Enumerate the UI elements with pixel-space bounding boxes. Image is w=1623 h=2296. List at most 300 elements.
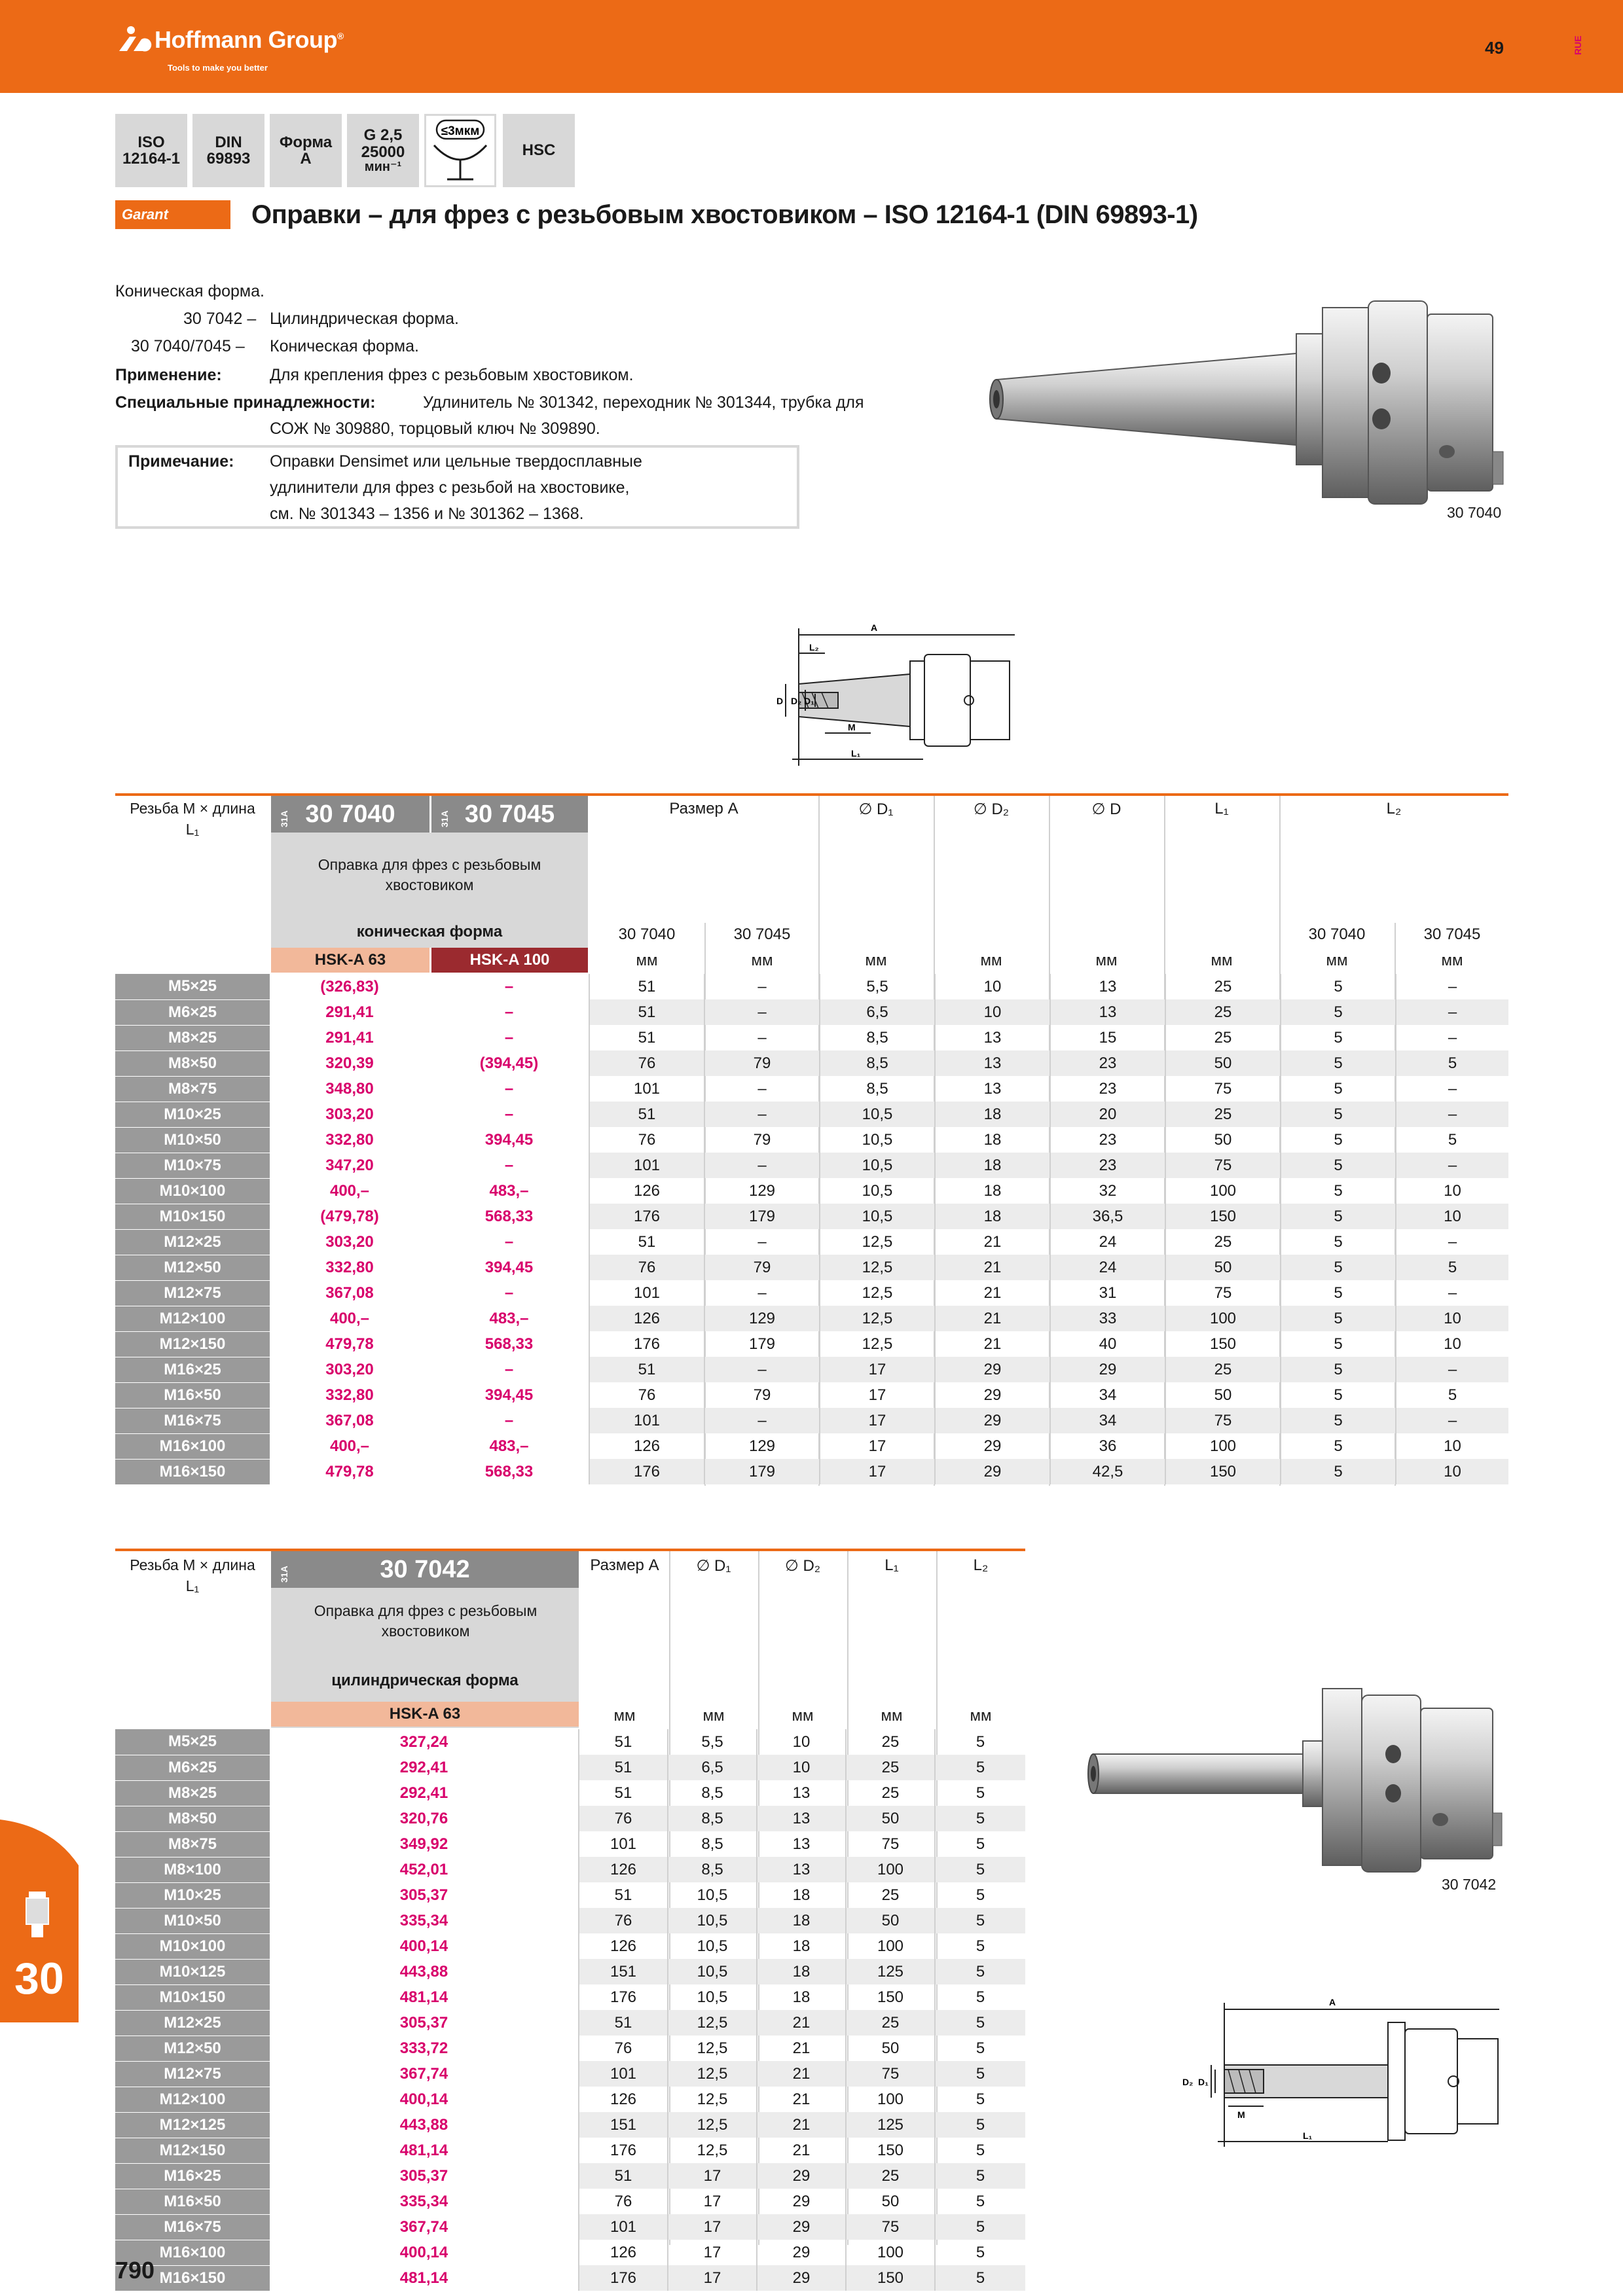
t2-col-l1: L₁: [884, 1556, 899, 1574]
dimension-value: 100: [846, 2240, 935, 2265]
note-line1: Оправки Densimet или цельные твердосплавные: [270, 452, 642, 471]
t1-row[interactable]: [115, 1076, 1508, 1102]
dimension-value: 76: [579, 1806, 668, 1831]
price: 443,88: [270, 1959, 579, 1984]
dimension-value: 8,5: [668, 1806, 757, 1831]
application-label: Применение:: [115, 366, 222, 384]
header-page-number: 49: [1485, 38, 1504, 58]
dimension-value: 5: [935, 2010, 1025, 2036]
price: –: [429, 1280, 589, 1306]
dimension-value: –: [704, 1357, 820, 1382]
dimension-value: 36: [1050, 1433, 1165, 1459]
dimension-value: 12,5: [668, 2010, 757, 2036]
dimension-value: 5: [935, 2138, 1025, 2163]
t1-row[interactable]: [115, 999, 1508, 1025]
dimension-value: 79: [704, 1050, 820, 1076]
dimension-value: 5: [1396, 1050, 1508, 1076]
thread-size: M16×100: [115, 2240, 270, 2265]
dimension-value: 17: [668, 2189, 757, 2214]
t1-unit-mm: мм: [980, 952, 1002, 969]
accessories-label: Специальные принадлежности:: [115, 393, 376, 412]
page-title: Оправки – для фрез с резьбовым хвостовиком – ISO 12164-1 (DIN 69893-1): [251, 200, 1198, 229]
dimension-value: 33: [1050, 1306, 1165, 1331]
dimension-value: 5: [1281, 1331, 1396, 1357]
thread-size: M10×125: [115, 1959, 270, 1984]
dimension-value: 17: [820, 1382, 935, 1408]
t1-row[interactable]: [115, 1331, 1508, 1357]
dimension-value: 17: [820, 1408, 935, 1433]
dimension-value: 17: [668, 2240, 757, 2265]
dimension-value: 76: [579, 1908, 668, 1933]
dimension-value: 5: [1281, 1255, 1396, 1280]
thread-size: M12×50: [115, 1255, 270, 1280]
dimension-value: –: [1396, 1229, 1508, 1255]
dimension-value: 129: [704, 1433, 820, 1459]
dimension-value: 8,5: [820, 1050, 935, 1076]
dimension-value: 75: [1165, 1408, 1281, 1433]
t1-sub-l2-307045: 30 7045: [1423, 925, 1481, 943]
dimension-value: 32: [1050, 1178, 1165, 1204]
badge-iso: ISO 12164-1: [115, 114, 187, 187]
dimension-value: 29: [757, 2240, 846, 2265]
dimension-value: 13: [757, 1831, 846, 1857]
thread-size: M8×25: [115, 1025, 270, 1050]
dimension-value: 129: [704, 1306, 820, 1331]
t1-sub-a-307045: 30 7045: [733, 925, 791, 943]
dimension-value: 51: [579, 1729, 668, 1755]
t2-row[interactable]: [115, 2138, 1025, 2163]
price: 481,14: [270, 2138, 579, 2163]
price: –: [429, 1025, 589, 1050]
badge-form: Форма A: [270, 114, 342, 187]
dimension-value: 12,5: [820, 1306, 935, 1331]
t1-row[interactable]: [115, 1102, 1508, 1127]
dimension-value: 12,5: [820, 1280, 935, 1306]
t2-row[interactable]: [115, 2112, 1025, 2138]
dimension-value: 5: [1281, 999, 1396, 1025]
dimension-value: 125: [846, 2112, 935, 2138]
t1-unit-mm: мм: [751, 952, 773, 969]
dimension-value: 10: [1396, 1459, 1508, 1484]
dimension-value: 21: [935, 1306, 1050, 1331]
price: 568,33: [429, 1331, 589, 1357]
t1-spec-hsk63: HSK-A 63: [271, 948, 429, 973]
t2-spec-hsk63: HSK-A 63: [271, 1702, 579, 1727]
price: –: [429, 974, 589, 999]
t2-unit-mm: мм: [702, 1707, 725, 1725]
price: –: [429, 999, 589, 1025]
dimension-value: 40: [1050, 1331, 1165, 1357]
t1-col-size-a: Размер A: [669, 800, 739, 817]
dimension-value: 5: [935, 2112, 1025, 2138]
price: 333,72: [270, 2036, 579, 2061]
thread-size: M16×50: [115, 1382, 270, 1408]
dimension-value: 13: [757, 1780, 846, 1806]
dimension-value: 176: [589, 1331, 704, 1357]
t2-row[interactable]: [115, 1908, 1025, 1933]
garant-label: Garant: [122, 206, 168, 223]
t2-row[interactable]: [115, 1984, 1025, 2010]
dimension-value: 10: [1396, 1204, 1508, 1229]
thread-size: M16×25: [115, 1357, 270, 1382]
thread-size: M12×125: [115, 2112, 270, 2138]
dimension-value: 25: [846, 1755, 935, 1780]
dimension-value: 75: [1165, 1280, 1281, 1306]
t1-row[interactable]: [115, 974, 1508, 999]
dimension-value: 76: [589, 1050, 704, 1076]
price: 348,80: [270, 1076, 429, 1102]
dimension-value: 10: [1396, 1331, 1508, 1357]
t1-row[interactable]: [115, 1229, 1508, 1255]
t2-row[interactable]: [115, 1857, 1025, 1882]
t2-row[interactable]: [115, 2189, 1025, 2214]
t1-row[interactable]: [115, 1382, 1508, 1408]
price: 367,08: [270, 1280, 429, 1306]
price: 367,74: [270, 2214, 579, 2240]
price: 335,34: [270, 1908, 579, 1933]
note-line3: см. № 301343 – 1356 и № 301362 – 1368.: [270, 505, 584, 523]
t2-article-307042[interactable]: 31A 30 7042: [271, 1551, 579, 1588]
t1-row[interactable]: [115, 1153, 1508, 1178]
dimension-value: –: [1396, 1025, 1508, 1050]
t1-unit-mm: мм: [865, 952, 887, 969]
price: 305,37: [270, 1882, 579, 1908]
dimension-value: 12,5: [668, 2061, 757, 2087]
t2-unit-mm: мм: [613, 1707, 636, 1725]
dimension-value: 76: [589, 1382, 704, 1408]
t1-col-d: ∅ D: [1091, 800, 1122, 818]
dimension-value: 25: [846, 1882, 935, 1908]
t2-row[interactable]: [115, 2036, 1025, 2061]
t2-row[interactable]: [115, 2163, 1025, 2189]
dimension-value: 50: [846, 1806, 935, 1831]
dimension-value: 50: [846, 2189, 935, 2214]
dimension-value: 6,5: [820, 999, 935, 1025]
t2-unit-mm: мм: [881, 1707, 903, 1725]
t2-row[interactable]: [115, 1882, 1025, 1908]
dimension-value: 176: [589, 1459, 704, 1484]
dimension-value: 25: [1165, 999, 1281, 1025]
dimension-value: 18: [935, 1153, 1050, 1178]
desc-line3-code: 30 7040/7045 –: [131, 337, 245, 355]
brand-name: Hoffmann Group: [155, 26, 337, 53]
dimension-value: 101: [589, 1076, 704, 1102]
svg-text:D₂: D₂: [1182, 2077, 1194, 2087]
dimension-value: 10: [1396, 1433, 1508, 1459]
svg-text:M: M: [1237, 2109, 1245, 2120]
dimension-value: 12,5: [820, 1229, 935, 1255]
thread-size: M16×75: [115, 1408, 270, 1433]
t2-row[interactable]: [115, 1933, 1025, 1959]
dimension-value: 51: [579, 1882, 668, 1908]
dimension-value: 17: [668, 2265, 757, 2291]
dimension-value: 8,5: [820, 1076, 935, 1102]
dimension-value: 5: [1281, 1306, 1396, 1331]
thread-size: M12×75: [115, 1280, 270, 1306]
price: 303,20: [270, 1357, 429, 1382]
dimension-value: 150: [846, 1984, 935, 2010]
thread-size: M8×50: [115, 1050, 270, 1076]
thread-size: M10×25: [115, 1102, 270, 1127]
dimension-value: 21: [935, 1229, 1050, 1255]
dimension-value: 5: [1281, 1408, 1396, 1433]
dimension-value: 18: [757, 1959, 846, 1984]
price: 303,20: [270, 1102, 429, 1127]
dimension-value: 126: [579, 2087, 668, 2112]
t1-col-l2: L₂: [1386, 800, 1402, 817]
dimension-value: 13: [1050, 974, 1165, 999]
t1-col-d1: ∅ D₁: [858, 800, 894, 818]
t1-row[interactable]: [115, 1255, 1508, 1280]
t1-row[interactable]: [115, 1178, 1508, 1204]
caption-307042: 30 7042: [1442, 1876, 1497, 1893]
dimension-value: 34: [1050, 1408, 1165, 1433]
dimension-value: 18: [757, 1984, 846, 2010]
dimension-value: 125: [846, 1959, 935, 1984]
t2-col-d1: ∅ D₁: [696, 1557, 731, 1575]
t1-unit-mm: мм: [636, 952, 658, 969]
t1-row[interactable]: [115, 1280, 1508, 1306]
dimension-value: 21: [757, 2087, 846, 2112]
t2-row[interactable]: [115, 2087, 1025, 2112]
dimension-value: 5: [1281, 1204, 1396, 1229]
thread-size: M8×75: [115, 1076, 270, 1102]
dimension-value: 76: [589, 1127, 704, 1153]
thread-size: M10×100: [115, 1178, 270, 1204]
badge-hsc: HSC: [503, 114, 575, 187]
t2-row[interactable]: [115, 2265, 1025, 2291]
price: 305,37: [270, 2163, 579, 2189]
dimension-value: 5: [1281, 1178, 1396, 1204]
dimension-value: –: [1396, 1076, 1508, 1102]
dimension-value: 51: [579, 2163, 668, 2189]
t2-col-thread: Резьба M × длина: [130, 1556, 255, 1573]
dimension-value: 8,5: [668, 1831, 757, 1857]
dimension-value: 79: [704, 1255, 820, 1280]
dimension-value: –: [704, 1280, 820, 1306]
dimension-value: 5: [1281, 1229, 1396, 1255]
note-line2: удлинители для фрез с резьбой на хвостовике,: [270, 478, 630, 497]
thread-size: M6×25: [115, 999, 270, 1025]
dimension-value: 10,5: [820, 1204, 935, 1229]
dimension-value: 150: [846, 2138, 935, 2163]
dimension-value: 15: [1050, 1025, 1165, 1050]
dimension-value: 5: [1281, 1050, 1396, 1076]
dimension-value: 50: [1165, 1382, 1281, 1408]
svg-text:D₁: D₁: [1198, 2077, 1209, 2087]
dimension-value: 10,5: [668, 1882, 757, 1908]
dimension-value: 5,5: [820, 974, 935, 999]
t2-row[interactable]: [115, 1831, 1025, 1857]
t2-row[interactable]: [115, 2214, 1025, 2240]
t2-row[interactable]: [115, 1780, 1025, 1806]
thread-size: M16×100: [115, 1433, 270, 1459]
dimension-value: 18: [935, 1102, 1050, 1127]
application-text: Для крепления фрез с резьбовым хвостовиком.: [270, 366, 634, 384]
dimension-value: 10,5: [820, 1178, 935, 1204]
dimension-value: 79: [704, 1127, 820, 1153]
thread-size: M8×100: [115, 1857, 270, 1882]
price: 400,–: [270, 1306, 429, 1331]
thread-size: M8×50: [115, 1806, 270, 1831]
dimension-value: 10,5: [820, 1127, 935, 1153]
t1-unit-mm: мм: [1095, 952, 1118, 969]
dimension-value: –: [704, 1102, 820, 1127]
badge-runout: [424, 114, 496, 187]
dimension-value: 5: [1281, 1280, 1396, 1306]
dimension-value: –: [704, 999, 820, 1025]
t1-row[interactable]: [115, 1127, 1508, 1153]
dimension-value: 25: [846, 2163, 935, 2189]
dimension-value: 18: [935, 1127, 1050, 1153]
dimension-value: 75: [846, 1831, 935, 1857]
t1-row[interactable]: [115, 1408, 1508, 1433]
price: 367,74: [270, 2061, 579, 2087]
price: 483,–: [429, 1178, 589, 1204]
price: –: [429, 1102, 589, 1127]
dimension-value: 176: [579, 2138, 668, 2163]
t2-row[interactable]: [115, 1806, 1025, 1831]
note-label: Примечание:: [128, 452, 234, 471]
footer-page-number: 790: [115, 2257, 155, 2284]
dimension-value: 21: [935, 1255, 1050, 1280]
t1-article-307040[interactable]: 31A 30 7040: [271, 796, 429, 833]
price: –: [429, 1357, 589, 1382]
t1-article-307045[interactable]: 31A 30 7045: [429, 796, 588, 833]
dimension-value: –: [1396, 974, 1508, 999]
dimension-value: 101: [579, 1831, 668, 1857]
t1-row[interactable]: [115, 1204, 1508, 1229]
t2-description: Оправка для фрез с резьбовым хвостовиком: [314, 1602, 538, 1640]
price: 400,–: [270, 1178, 429, 1204]
dimension-value: 5: [935, 1908, 1025, 1933]
thread-size: M10×75: [115, 1153, 270, 1178]
dimension-value: 5: [1396, 1255, 1508, 1280]
thread-size: M10×50: [115, 1908, 270, 1933]
dimension-value: 76: [579, 2189, 668, 2214]
t2-row[interactable]: [115, 1755, 1025, 1780]
t1-row[interactable]: [115, 1433, 1508, 1459]
dimension-value: 5: [935, 2061, 1025, 2087]
dimension-value: 100: [846, 2087, 935, 2112]
t2-col-l2: L₂: [973, 1556, 989, 1574]
dimension-value: 29: [935, 1408, 1050, 1433]
thread-size: M12×25: [115, 2010, 270, 2036]
dimension-value: 10: [757, 1729, 846, 1755]
dimension-value: 13: [935, 1025, 1050, 1050]
thread-size: M10×25: [115, 1882, 270, 1908]
dimension-value: 10: [1396, 1178, 1508, 1204]
dimension-value: 129: [704, 1178, 820, 1204]
dimension-value: 126: [589, 1178, 704, 1204]
thread-size: M12×150: [115, 1331, 270, 1357]
dimension-value: 25: [846, 1780, 935, 1806]
dimension-value: 5: [935, 1857, 1025, 1882]
dimension-value: 176: [589, 1204, 704, 1229]
table2-body: [115, 1729, 1025, 2291]
drawing-conical: [714, 622, 1028, 779]
dimension-value: 5: [935, 1959, 1025, 1984]
dimension-value: 31: [1050, 1280, 1165, 1306]
dimension-value: 21: [757, 2138, 846, 2163]
dimension-value: 21: [757, 2112, 846, 2138]
t1-row[interactable]: [115, 1459, 1508, 1484]
price: 481,14: [270, 2265, 579, 2291]
dimension-value: 21: [757, 2061, 846, 2087]
dimension-value: 100: [846, 1857, 935, 1882]
dimension-value: 29: [935, 1459, 1050, 1484]
dimension-value: 179: [704, 1331, 820, 1357]
runout-icon: [428, 117, 493, 185]
thread-size: M12×75: [115, 2061, 270, 2087]
dimension-value: 5,5: [668, 1729, 757, 1755]
dimension-value: 51: [589, 1229, 704, 1255]
dimension-value: 18: [757, 1882, 846, 1908]
price: 332,80: [270, 1127, 429, 1153]
dimension-value: 29: [935, 1382, 1050, 1408]
t1-row[interactable]: [115, 1050, 1508, 1076]
dimension-value: 10: [935, 999, 1050, 1025]
dimension-value: 10,5: [820, 1153, 935, 1178]
price: –: [429, 1076, 589, 1102]
dimension-value: 21: [757, 2036, 846, 2061]
t1-row[interactable]: [115, 1357, 1508, 1382]
dimension-value: 50: [1165, 1050, 1281, 1076]
t2-row[interactable]: [115, 1959, 1025, 1984]
dimension-value: 18: [757, 1933, 846, 1959]
dimension-value: 5: [935, 1780, 1025, 1806]
t2-row[interactable]: [115, 1729, 1025, 1755]
price: 349,92: [270, 1831, 579, 1857]
t1-col-d2: ∅ D₂: [973, 800, 1010, 818]
product-image-307042: [1074, 1682, 1519, 1878]
t2-row[interactable]: [115, 2240, 1025, 2265]
dimension-value: 176: [579, 2265, 668, 2291]
t2-col-thread2: L₁: [185, 1577, 200, 1594]
dimension-value: 25: [1165, 1102, 1281, 1127]
dimension-value: 101: [589, 1153, 704, 1178]
thread-size: M16×150: [115, 1459, 270, 1484]
dimension-value: 10: [1396, 1306, 1508, 1331]
dimension-value: 75: [1165, 1153, 1281, 1178]
dimension-value: 29: [757, 2189, 846, 2214]
dimension-value: 51: [589, 1357, 704, 1382]
price: 479,78: [270, 1459, 429, 1484]
accessories-text2: СОЖ № 309880, торцовый ключ № 309890.: [270, 420, 600, 438]
dimension-value: 5: [935, 2036, 1025, 2061]
dimension-value: 17: [668, 2163, 757, 2189]
dimension-value: 10,5: [820, 1102, 935, 1127]
dimension-value: 17: [668, 2214, 757, 2240]
dimension-value: 5: [935, 1882, 1025, 1908]
t1-row[interactable]: [115, 1025, 1508, 1050]
dimension-value: 36,5: [1050, 1204, 1165, 1229]
t2-row[interactable]: [115, 2061, 1025, 2087]
hoffmann-logo-icon: [117, 25, 152, 54]
t1-row[interactable]: [115, 1306, 1508, 1331]
price: 479,78: [270, 1331, 429, 1357]
garant-logo: [115, 200, 230, 229]
t2-row[interactable]: [115, 2010, 1025, 2036]
dimension-value: 50: [1165, 1127, 1281, 1153]
thread-size: M5×25: [115, 974, 270, 999]
dimension-value: 29: [935, 1433, 1050, 1459]
thread-size: M5×25: [115, 1729, 270, 1755]
dimension-value: 75: [1165, 1076, 1281, 1102]
dimension-value: 5: [1281, 1382, 1396, 1408]
t1-unit-mm: мм: [1441, 952, 1463, 969]
price: 292,41: [270, 1755, 579, 1780]
